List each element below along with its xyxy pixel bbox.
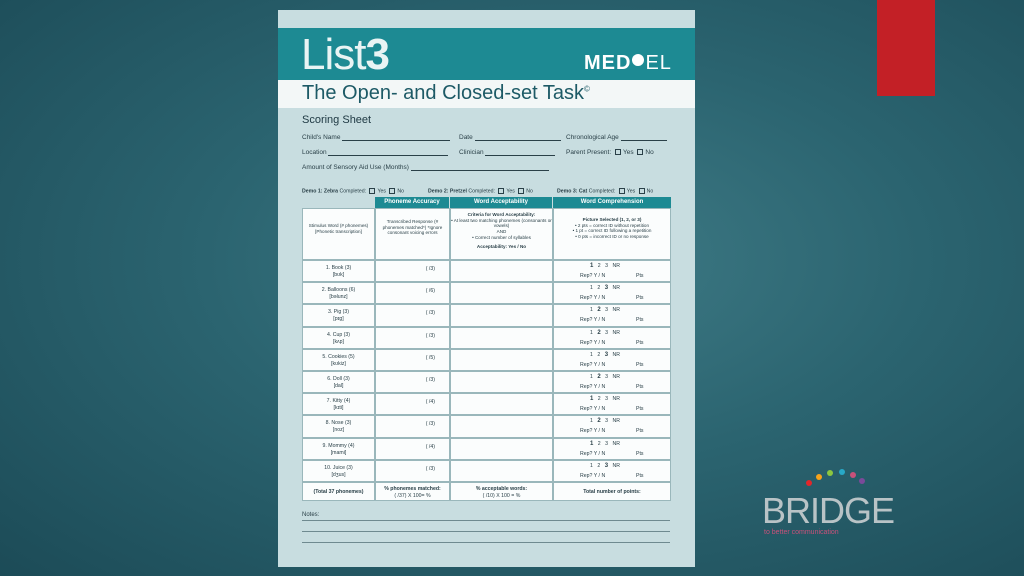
stimulus-word: 1. Book (3) [325,265,352,271]
demo-2: Demo 2: Pretzel Completed: Yes No [428,188,533,195]
phoneme-score-cell: ( /3) [375,260,450,282]
demo-1: Demo 1: Zebra Completed: Yes No [302,188,405,195]
acceptability-cell [450,460,553,482]
stimulus-word-cell [302,327,375,349]
phonetic-transcription: [kɪti] [333,405,344,412]
picture-choices: 1 2 3 NR [590,351,620,358]
stimulus-word: 8. Nose (3) [325,420,352,427]
phonetic-transcription: [kʌp] [333,338,344,345]
parent-yes-checkbox [615,149,621,155]
stimulus-word: 2. Balloons (6) [321,287,356,294]
picture-choices: 1 2 3 NR [590,329,620,336]
stimulus-word: 5. Cookies (5) [322,353,355,360]
repetition-points: Rep? Y / N Pts [580,406,644,413]
comprehension-cell [553,415,671,437]
total-acceptability: % acceptable words: ( /10) X 100 = % [450,482,553,501]
header-word-comprehension: Word Comprehension [553,197,671,208]
header-word-acceptability: Word Acceptability [450,197,552,208]
list-title: List3 [301,30,389,79]
acceptability-cell [450,260,553,282]
stimulus-word-cell [302,282,375,304]
comprehension-cell [553,327,671,349]
comprehension-cell [553,438,671,460]
stimulus-word: 10. Juice (3) [324,464,353,471]
notes-label: Notes: [302,512,320,518]
acceptability-cell [450,371,553,393]
scoring-sheet-document [278,10,695,567]
picture-choices: 1 2 3 NR [590,374,620,380]
parent-present-field: Parent Present: Yes No [566,149,654,156]
medel-logo: MED EL [584,52,672,74]
phoneme-score-cell: ( /3) [375,371,450,393]
phoneme-score-cell: ( /3) [375,327,450,349]
date-field: Date [459,134,561,141]
notes-line [302,542,670,543]
picture-choices: 1 2 3 NR [590,440,620,447]
repetition-points: Rep? Y / N Pts [580,428,644,435]
repetition-points: Rep? Y / N Pts [580,273,644,279]
sheet-header [278,28,695,86]
total-phoneme: % phonemes matched: ( /37) X 100= % [375,482,450,501]
task-band [278,80,695,108]
stimulus-word-cell [302,260,375,282]
phonetic-transcription: [dal] [333,383,344,390]
bridge-tagline: to better communication [764,529,839,536]
notes-line [302,520,670,521]
picture-choices: 1 2 3 NR [590,396,620,403]
location-field: Location [302,149,448,156]
comprehension-cell [553,371,671,393]
picture-choices: 1 2 3 NR [590,263,620,269]
repetition-points: Rep? Y / N Pts [580,450,644,457]
stimulus-word: 6. Doll (3) [327,376,350,382]
phoneme-score-cell: ( /5) [375,349,450,371]
stimulus-word: 3. Pig (3) [327,309,350,316]
stimulus-word-cell [302,438,375,460]
phonetic-transcription: [noz] [332,427,345,434]
comprehension-cell [553,304,671,326]
bridge-logo [760,468,895,540]
subheader-comprehension: Picture Selected (1, 2, or 3) • 2 pts = correct ID without repetition • 1 pt = correct ID following a repetition • 0 pts = incorrect ID or no response [553,208,671,260]
total-comprehension: Total number of points: [553,482,671,501]
phoneme-score-cell: ( /4) [375,438,450,460]
medel-dot-icon [632,54,644,66]
picture-choices: 1 2 3 NR [590,307,620,314]
stimulus-word-cell [302,393,375,415]
acceptability-cell [450,282,553,304]
acceptability-cell [450,415,553,437]
bridge-wordmark: BRIDGE [762,490,895,531]
phonetic-transcription: [mami] [330,449,347,456]
phoneme-score-cell: ( /3) [375,460,450,482]
comprehension-cell [553,349,671,371]
picture-choices: 1 2 3 NR [590,462,620,469]
accent-tab [877,0,935,96]
header-phoneme-accuracy: Phoneme Accuracy [375,197,449,208]
sensory-aid-field: Amount of Sensory Aid Use (Months) [302,164,549,171]
acceptability-cell [450,349,553,371]
picture-choices: 1 2 3 NR [590,285,620,292]
stimulus-word: 4. Cup (3) [326,331,351,338]
comprehension-cell [553,393,671,415]
acceptability-cell [450,304,553,326]
stimulus-word-cell [302,371,375,393]
phoneme-score-cell: ( /4) [375,393,450,415]
subheader-stimulus: Stimulus Word (# phonemes) [Phonetic transcription] [302,208,375,260]
notes-line [302,531,670,532]
acceptability-cell [450,393,553,415]
phoneme-score-cell: ( /3) [375,415,450,437]
total-label: (Total 37 phonemes) [302,482,375,501]
repetition-points: Rep? Y / N Pts [580,317,644,324]
stimulus-word-cell [302,349,375,371]
parent-no-checkbox [637,149,643,155]
phoneme-score-cell: ( /3) [375,304,450,326]
picture-choices: 1 2 3 NR [590,418,620,425]
scoring-title: Scoring Sheet [302,114,372,126]
stimulus-word: 7. Kitty (4) [326,398,351,405]
comprehension-cell [553,282,671,304]
chronological-age-field: Chronological Age [566,134,667,141]
acceptability-cell [450,327,553,349]
clinician-field: Clinician [459,149,555,156]
task-title: The Open- and Closed-set Task© [302,82,590,104]
phonetic-transcription: [bəlunz] [329,294,348,301]
stimulus-word: 9. Mommy (4) [322,442,355,449]
phoneme-score-cell: ( /6) [375,282,450,304]
phonetic-transcription: [dʒus] [331,471,346,478]
comprehension-cell [553,260,671,282]
stimulus-word-cell [302,304,375,326]
repetition-points: Rep? Y / N Pts [580,384,644,390]
phonetic-transcription: [pɪg] [333,316,344,323]
bridge-dots-icon [806,468,876,488]
repetition-points: Rep? Y / N Pts [580,472,644,479]
subheader-acceptability: Criteria for Word Acceptability: • At least two matching phonemes (consonants or vowels) AND • Correct number of syllables Acceptability: Yes / No [450,208,553,260]
repetition-points: Rep? Y / N Pts [580,295,644,302]
stimulus-word-cell [302,415,375,437]
comprehension-cell [553,460,671,482]
phonetic-transcription: [bʊk] [332,272,345,279]
acceptability-cell [450,438,553,460]
demo-3: Demo 3: Cat Completed: Yes No [557,188,654,195]
repetition-points: Rep? Y / N Pts [580,339,644,346]
subheader-phoneme: Transcribed Response (# phonemes matched*) *Ignore consonant voicing errors [375,208,450,260]
repetition-points: Rep? Y / N Pts [580,361,644,368]
stimulus-word-cell [302,460,375,482]
childs-name-field: Child's Name [302,134,450,141]
phonetic-transcription: [kʊkiz] [331,360,346,367]
